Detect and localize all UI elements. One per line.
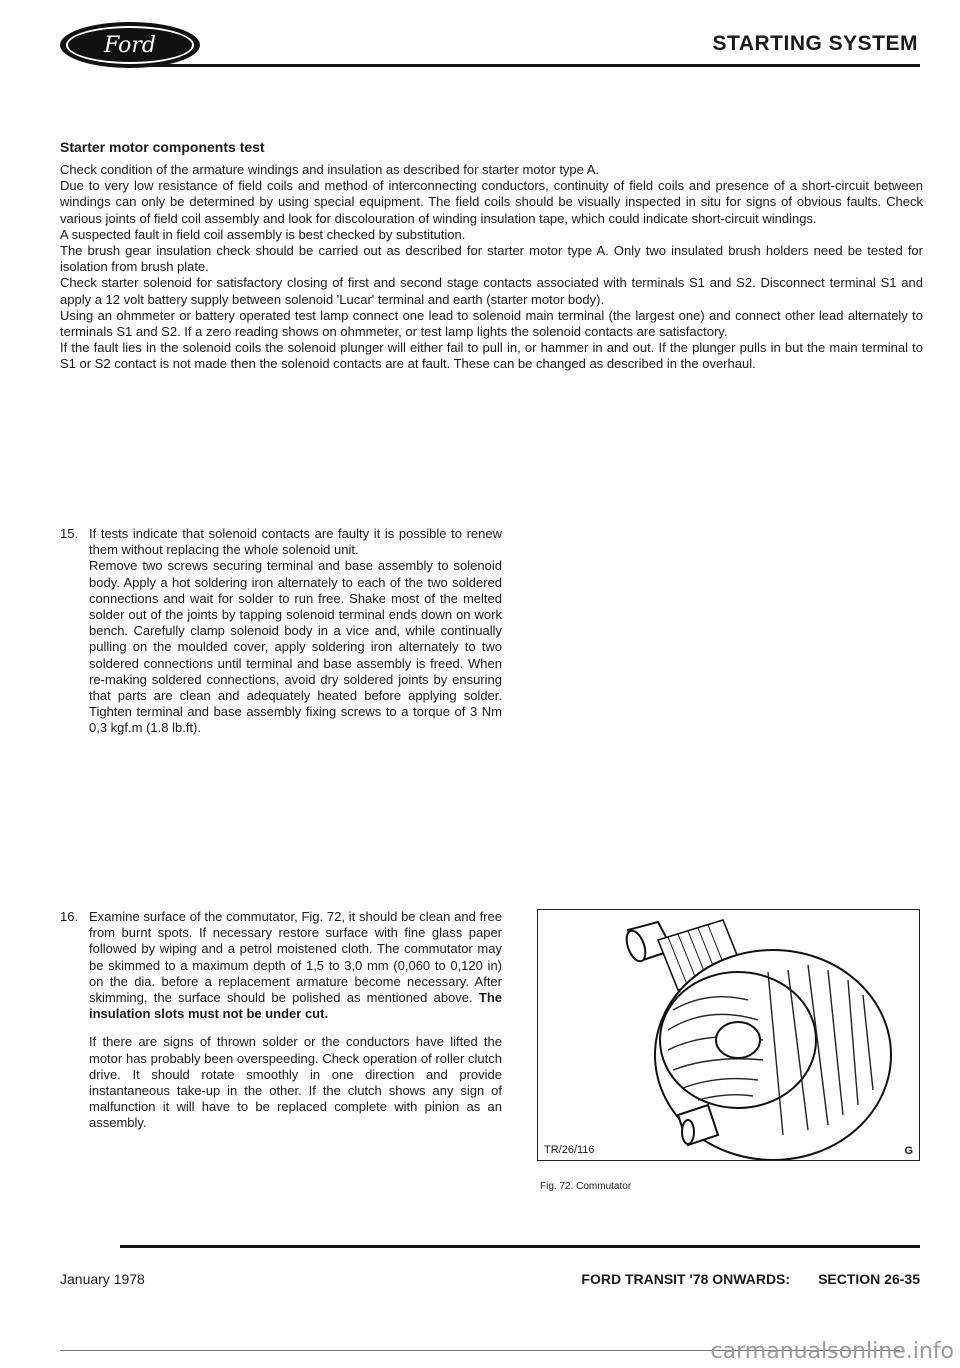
figure-caption: Fig. 72. Commutator [540,1181,632,1192]
step-body [89,526,502,737]
intro-text [60,162,923,373]
section-heading: Starter motor components test [60,139,265,155]
intro-paragraph: A suspected fault in field coil assembly is best checked by substitution. [60,226,466,242]
step-body [89,909,502,1132]
step-text: Examine surface of the commutator, Fig. 72, it should be clean and free from burnt spots. If necessary restore surface with fine glass paper followed by wiping and a petrol moistened cloth. The commutator may be skimmed to a maximum depth of 1,5 to 3,0 mm (0,060 to 0,120 in) on the dia. before a replacement armature become necessary. After skimming, the surface should be polished as mentioned above. [89,909,502,1006]
logo-text: Ford [104,32,156,58]
intro-paragraph: Check condition of the armature windings and insulation as described for starter motor type A. [60,162,600,177]
ford-logo [60,22,200,68]
intro-paragraph: The brush gear insulation check should be carried out as described for starter motor type A. Only two insulated brush holders need be tested for isolation from brush plate. [60,243,923,275]
section-number: SECTION 26-35 [818,1271,920,1287]
commutator-illustration [538,910,918,1160]
header-divider [122,64,920,67]
figure-reference: TR/26/116 [544,1144,595,1156]
figure-commutator [537,909,920,1161]
step-number: 15. [60,526,79,541]
step-warning: The insulation slots must not be under cut. [89,990,502,1022]
intro-paragraph: Due to very low resistance of field coils and method of interconnecting conductors, continuity of field coils and presence of a short-circuit between windings can only be determined by using special equipment. The field coils should be visually inspected in situ for signs of obvious faults. Check various joints of field coil assembly and look for discolouration of winding insulation tape, which could indicate short-circuit windings. [60,178,923,226]
intro-paragraph: Using an ohmmeter or battery operated test lamp connect one lead to solenoid main terminal (the largest one) and connect other lead alternately to terminals S1 and S2. If a zero reading shows on ohmmeter, or test lamp lights the solenoid contacts are satisfactory. [60,307,923,340]
watermark: carmanualsonline.info [710,1339,954,1364]
footer-date: January 1978 [60,1271,145,1287]
step-paragraph [89,909,502,1022]
page-title: STARTING SYSTEM [712,32,918,55]
step-number: 16. [60,909,79,924]
publication-title: FORD TRANSIT '78 ONWARDS: [581,1271,791,1287]
step-paragraph: Remove two screws securing terminal and base assembly to solenoid body. Apply a hot soldering iron alternately to each of the two soldered connections and wait for solder to run free. Shake most of the melted solder out of the joints by tapping solenoid terminal ends down on work bench. Carefully clamp solenoid body in a vice and, while continually pulling on the moulded cover, apply soldering iron alternately to two soldered connections until terminal and base assembly is freed. When re-making soldered connections, avoid dry soldered joints by ensuring that parts are clean and adequately heated before applying solder. Tighten terminal and base assembly fixing screws to a torque of 3 Nm 0,3 kgf.m (1.8 lb.ft). [89,558,502,736]
step-paragraph: If there are signs of thrown solder or the conductors have lifted the motor has probably been overspeeding. Check operation of roller clutch drive. It should rotate smoothly in one direction and provide instantaneous take-up in the other. If the clutch shows any sign of malfunction it will have to be replaced complete with pinion as an assembly. [89,1034,502,1131]
figure-corner-mark: G [904,1145,913,1157]
step-paragraph: If tests indicate that solenoid contacts are faulty it is possible to renew them without replacing the whole solenoid unit. [89,526,502,558]
footer-divider [120,1245,920,1248]
intro-paragraph: Check starter solenoid for satisfactory closing of first and second stage contacts associated with terminals S1 and S2. Disconnect terminal S1 and apply a 12 volt battery supply between solenoid 'Lucar' terminal and earth (starter motor body). [60,275,923,307]
footer-publication [581,1271,920,1287]
intro-paragraph: If the fault lies in the solenoid coils the solenoid plunger will either fail to pull in, or hammer in and out. If the plunger pulls in but the main terminal to S1 or S2 contact is not made then the solenoid contacts are at fault. These can be changed as described in the overhaul. [60,340,923,372]
